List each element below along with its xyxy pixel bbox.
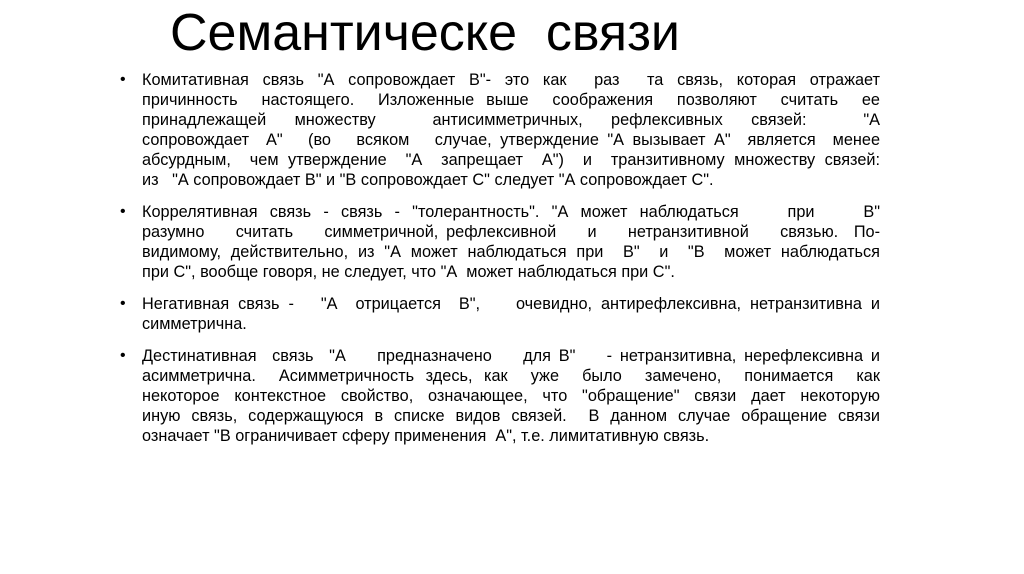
bullet-item-destinativnaya	[120, 346, 880, 446]
bullet-line: Негативная связь - "А отрицается В", очевидно, антирефлексивна, нетранзитивна и	[142, 295, 880, 313]
bullet-line: при С", вообще говоря, не следует, что "А может наблюдаться при С".	[142, 263, 675, 281]
slide-title: Семантическе связи	[170, 4, 680, 62]
bullet-dot: •	[120, 295, 126, 312]
bullet-line: Дестинативная связь "А предназначено для В" - нетранзитивна, нерефлексивна и	[142, 347, 880, 365]
bullet-line: симметрична.	[142, 315, 247, 333]
bullet-list	[120, 70, 880, 458]
bullet-line: причинность настоящего. Изложенные выше соображения позволяют считать ее	[142, 91, 880, 109]
bullet-item-korrelyativnaya	[120, 202, 880, 282]
bullet-line: разумно считать симметричной, рефлексивной и нетранзитивной связью. По-	[142, 223, 880, 241]
bullet-line: видимому, действительно, из "А может наблюдаться при В" и "В может наблюдаться	[142, 243, 880, 261]
bullet-line: принадлежащей множеству антисимметричных, рефлексивных связей: "А	[142, 111, 880, 129]
bullet-line: абсурдным, чем утверждение "А запрещает А") и транзитивному множеству связей:	[142, 151, 880, 169]
bullet-line: Комитативная связь "А сопровождает В"- это как раз та связь, которая отражает	[142, 71, 880, 89]
bullet-dot: •	[120, 347, 126, 364]
bullet-line: сопровождает А" (во всяком случае, утверждение "А вызывает А" является менее	[142, 131, 880, 149]
bullet-item-negativnaya	[120, 294, 880, 334]
bullet-line: асимметрична. Асимметричность здесь, как уже было замечено, понимается как	[142, 367, 880, 385]
bullet-dot: •	[120, 71, 126, 88]
bullet-line: некоторое контекстное свойство, означающее, что "обращение" связи дает некоторую	[142, 387, 880, 405]
bullet-line: Коррелятивная связь - связь - "толерантность". "А может наблюдаться при В"	[142, 203, 880, 221]
bullet-item-komitativnaya	[120, 70, 880, 190]
bullet-line: из "А сопровождает В" и "В сопровождает С" следует "А сопровождает С".	[142, 171, 714, 189]
bullet-line: иную связь, содержащуюся в списке видов связей. В данном случае обращение связи	[142, 407, 880, 425]
bullet-dot: •	[120, 203, 126, 220]
bullet-line: означает "В ограничивает сферу применения А", т.е. лимитативную связь.	[142, 427, 710, 445]
